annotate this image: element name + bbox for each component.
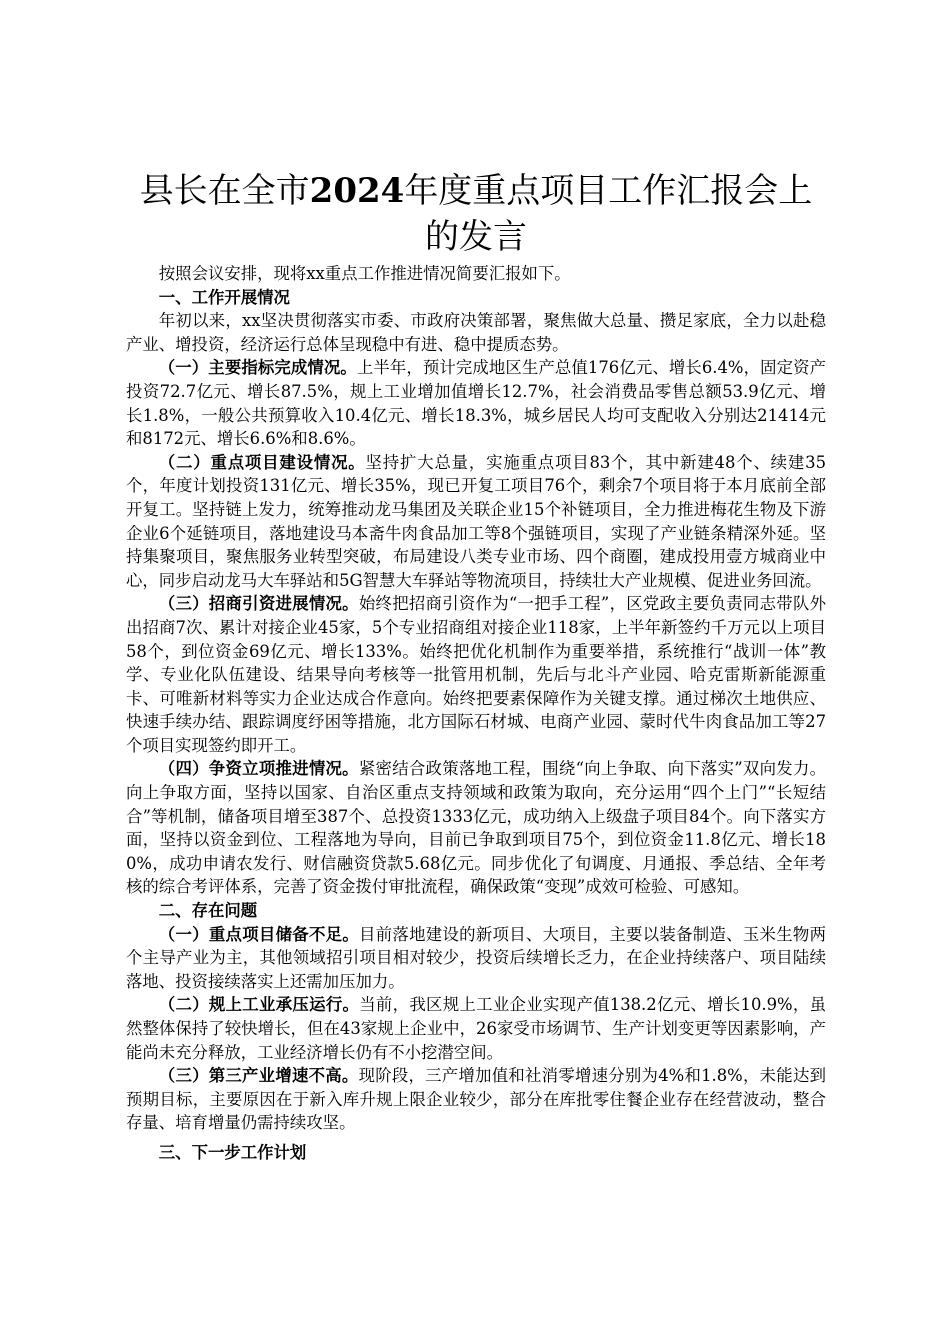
section1-heading: 一、工作开展情况 — [158, 287, 290, 307]
section1-item-1 — [126, 356, 826, 450]
item-text: 坚持扩大总量，实施重点项目83个，其中新建48个、续建35个，年度计划投资131亿元、增长35%，现已开复工项目76个，剩余7个项目将于本月底前全部开复工。坚持链上发力，统筹推动龙马集团及关联企业15个补链项目，全力推进梅花生物及下游企业6个延链项目，落地建设马本斋牛肉食品加工等8个强链项目，实现了产业链条精深外延。坚持集聚项目，聚焦服务业转型突破，布局建设八类专业市场、四个商圈，建成投用壹方城商业中心，同步启动龙马大车驿站和5G智慧大车驿站等物流项目，持续壮大产业规模、促进业务回流。 — [126, 452, 826, 590]
title-part1: 县长在全市 — [139, 171, 310, 211]
section2-item-1 — [126, 923, 826, 994]
section2-heading: 二、存在问题 — [158, 901, 258, 921]
item-label: （二）规上工业承压运行。 — [158, 995, 360, 1015]
section1-item-3 — [126, 592, 826, 757]
item-text: 紧密结合政策落地工程，围绕“向上争取、向下落实”双向发力。向上争取方面，坚持以国家、自治区重点支持领域和政策为取向，充分运用“四个上门”“长短结合”等机制，储备项目增至387个、总投资1333亿元，成功纳入上级盘子项目84个。向下落实方面，坚持以资金到位、工程落地为导向，目前已争取到项目75个，到位资金11.8亿元、增长180%，成功申请农发行、财信融资贷款5.68亿元。同步优化了旬调度、月通报、季总结、全年考核的综合考评体系，完善了资金拨付审批流程，确保政策“变现”成效可检验、可感知。 — [126, 759, 827, 897]
section3-heading: 三、下一步工作计划 — [158, 1142, 307, 1162]
document-title — [126, 168, 826, 260]
item-text: 现阶段，三产增加值和社消零增速分别为4%和1.8%，未能达到预期目标，主要原因在于新入库升规上限企业较少，部分在库批零住餐企业存在经营波动，整合存量、培育增量仍需持续攻坚。 — [126, 1066, 826, 1133]
item-label: （一）主要指标完成情况。 — [158, 358, 357, 378]
item-label: （二）重点项目建设情况。 — [158, 452, 366, 472]
section1-item-2 — [126, 451, 826, 593]
item-label: （三）第三产业增速不高。 — [158, 1066, 359, 1086]
item-text: 当前，我区规上工业企业实现产值138.2亿元、增长10.9%，虽然整体保持了较快增长，但在43家规上企业中，26家受市场调节、生产计划变更等因素影响，产能尚未充分释放，工业经济增长仍有不小挖潜空间。 — [126, 995, 826, 1062]
document-page — [126, 168, 826, 1165]
section2-item-2 — [126, 993, 826, 1064]
intro-paragraph: 按照会议安排，现将xx重点工作推进情况简要汇报如下。 — [158, 264, 571, 283]
section2-item-3 — [126, 1064, 826, 1135]
item-text: 上半年，预计完成地区生产总值176亿元、增长6.4%，固定资产投资72.7亿元、增长87.5%，规上工业增加值增长12.7%，社会消费品零售总额53.9亿元、增长1.8%，一般公共预算收入10.4亿元、增长18.3%，城乡居民人均可支配收入分别达21414元和8172元、增长6.6%和8.6%。 — [126, 358, 826, 449]
title-part2: 年度重点项目工作汇报会上的发言 — [404, 171, 813, 257]
item-label: （四）争资立项推进情况。 — [158, 759, 359, 779]
item-text: 目前落地建设的新项目、大项目，主要以装备制造、玉米生物两个主导产业为主，其他领域招引项目相对较少，投资后续增长乏力，在企业持续落户、项目陆续落地、投资接续落实上还需加压加力。 — [126, 924, 826, 991]
item-label: （三）招商引资进展情况。 — [158, 594, 359, 614]
item-label: （一）重点项目储备不足。 — [158, 924, 360, 944]
section1-lead: 年初以来，xx坚决贯彻落实市委、市政府决策部署，聚焦做大总量、攒足家底，全力以赴稳产业、增投资，经济运行总体呈现稳中有进、稳中提质态势。 — [126, 311, 826, 354]
section1-item-4 — [126, 757, 826, 899]
item-text: 始终把招商引资作为“一把手工程”，区党政主要负责同志带队外出招商7次、累计对接企业45家，5个专业招商组对接企业118家，上半年新签约千万元以上项目58个，到位资金69亿元、增长133%。始终把优化机制作为重要举措，系统推行“战训一体”教学、专业化队伍建设、结果导向考核等一批管用机制，先后与北斗产业园、哈克雷斯新能源重卡、可唯新材料等实力企业达成合作意向。始终把要素保障作为关键支撑。通过梯次土地供应、快速手续办结、跟踪调度纾困等措施，北方国际石材城、电商产业园、蒙时代牛肉食品加工等27个项目实现签约即开工。 — [126, 594, 827, 755]
title-year: 2024 — [309, 171, 405, 211]
